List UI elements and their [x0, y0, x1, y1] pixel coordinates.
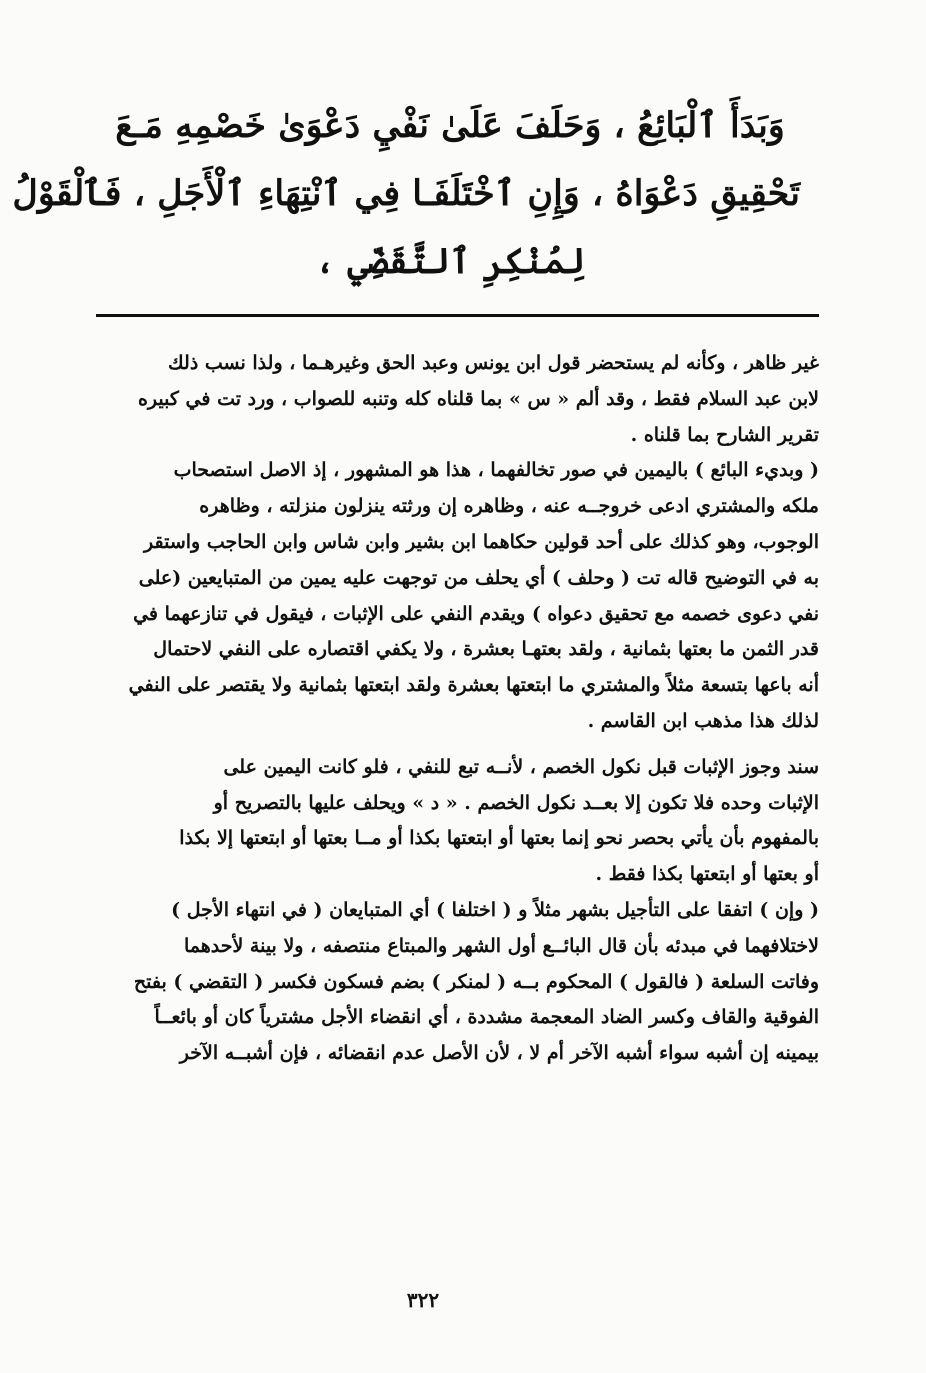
- commentary-line: بيمينه إن أشبه سواء أشبه الآخر أم لا ، لأن الأصل عدم انقضائه ، فإن أشبــه الآخر: [179, 1042, 819, 1065]
- matn-line: وَبَدَأَ ٱلْبَائِعُ ، وَحَلَفَ عَلَىٰ نَفْيِ دَعْوَىٰ خَصْمِهِ مَـعَ: [115, 105, 785, 146]
- commentary-line: لذلك هذا مذهب ابن القاسم .: [587, 709, 819, 732]
- commentary-line: ( وبديء البائع ) باليمين في صور تخالفهما ، هذا هو المشهور ، إذ الاصل استصحاب: [173, 459, 819, 482]
- commentary-line: تقرير الشارح بما قلناه .: [630, 423, 819, 446]
- commentary-line: أو بعتها أو ابتعتها بكذا فقط .: [595, 863, 819, 886]
- commentary-line: به في التوضيح قاله تت ( وحلف ) أي يحلف من توجهت عليه يمين من المتبايعين (على: [138, 566, 819, 589]
- commentary-line: لاختلافهما في مبدئه بأن قال البائــع أول الشهر والمبتاع منتصفه ، ولا بينة لأحدهما: [183, 934, 819, 957]
- commentary-line: الفوقية والقاف وكسر الضاد المعجمة مشددة ، أي انقضاء الأجل مشترياً كان أو بائعــاً: [154, 1006, 819, 1029]
- commentary-line: الإثبات وحده فلا تكون إلا بعــد نكول الخصم . « د » ويحلف عليها بالتصريح أو: [213, 791, 819, 814]
- separator-rule: [96, 314, 819, 317]
- commentary-text: [96, 346, 819, 1072]
- commentary-line: لابن عبد السلام فقط ، وقد ألم « س » بما قلناه كله وتنبه للصواب ، ورد تت في كبيره: [137, 387, 819, 410]
- commentary-line: نفي دعوى خصمه مع تحقيق دعواه ) ويقدم النفي على الإثبات ، فيقول في تنازعهما في: [133, 602, 819, 625]
- commentary-line: بالمفهوم بأن يأتي بحصر نحو إنما بعتها أو ابتعتها بكذا أو مــا بعتها أو ابتعتها إلا بكذا: [179, 827, 819, 850]
- commentary-line: وفاتت السلعة ( فالقول ) المحكوم بــه ( لمنكر ) بضم فسكون فكسر ( التقضي ) بفتح: [133, 970, 819, 993]
- commentary-line: سند وجوز الإثبات قبل نكول الخصم ، لأنــه تبع للنفي ، فلو كانت اليمين على: [223, 755, 819, 778]
- commentary-line: ( وإن ) اتفقا على التأجيل بشهر مثلاً و ( اختلفا ) أي المتبايعان ( في انتهاء الأجل ): [171, 898, 819, 921]
- matn-line: لِمُنْكِرِ ٱلتَّقَضِّي ،: [314, 241, 586, 282]
- commentary-line: الوجوب، وهو كذلك على أحد قولين حكاهما ابن بشير وابن شاس وابن الحاجب واستقر: [144, 530, 819, 553]
- matn-line: تَحْقِيقِ دَعْوَاهُ ، وَإِنِ ٱخْتَلَفَـا فِي ٱنْتِهَاءِ ٱلْأَجَلِ ، فَٱلْقَوْلُ: [12, 173, 800, 214]
- commentary-line: قدر الثمن ما بعتها بثمانية ، ولقد بعتهـا بعشرة ، ولا يكفي اقتصاره على النفي لاحتمال: [153, 638, 819, 661]
- commentary-line: غير ظاهر ، وكأنه لم يستحضر قول ابن يونس وعبد الحق وغيرهـما ، ولذا نسب ذلك: [168, 352, 819, 374]
- commentary-line: أنه باعها بتسعة مثلاً والمشتري ما ابتعتها بعشرة ولقد ابتعتها بثمانية ولا يقتصر على النفي: [128, 674, 819, 697]
- page-number: ٣٢٢: [406, 1288, 440, 1312]
- paragraph-gap: [96, 740, 819, 750]
- commentary-line: ملكه والمشتري ادعى خروجــه عنه ، وظاهره إن ورثته ينزلون منزلته ، وظاهره: [199, 495, 819, 518]
- matn-text: [12, 92, 800, 296]
